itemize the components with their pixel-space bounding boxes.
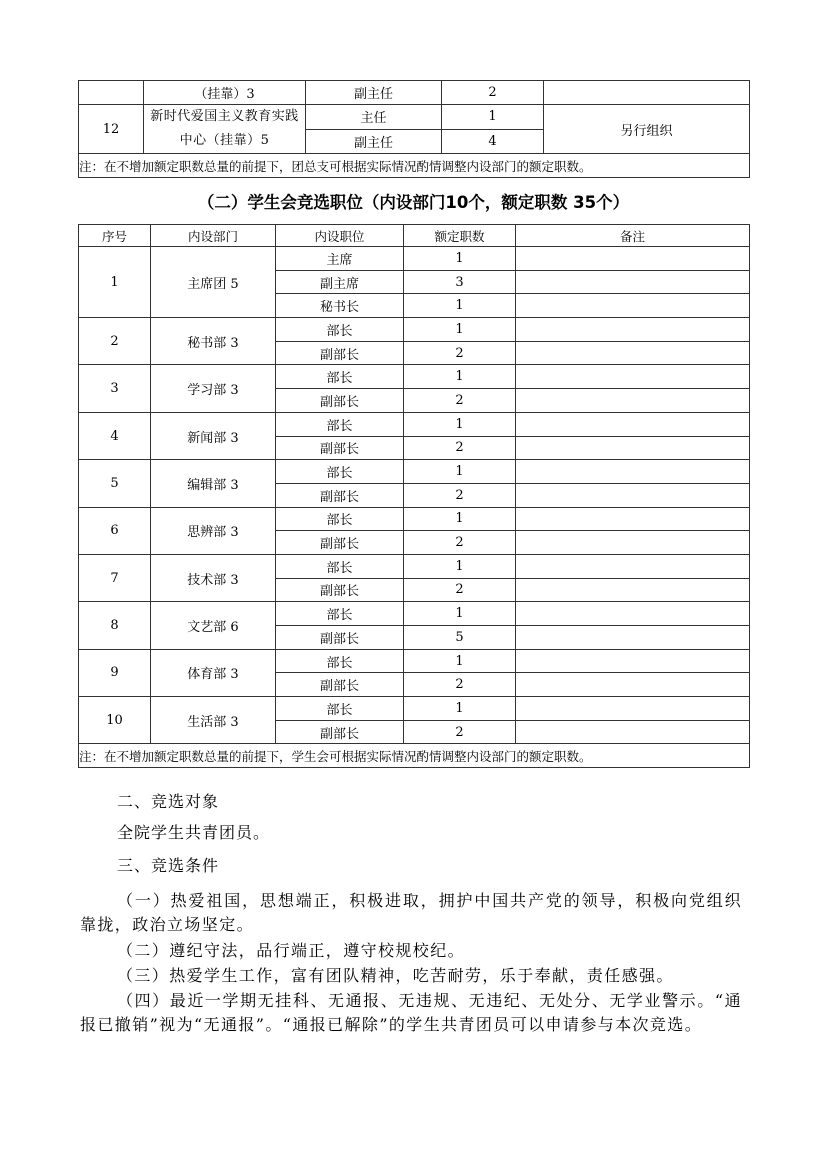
row-number: 2 [79,318,151,365]
position-cell: 副主任 [306,81,442,105]
remark-cell [516,318,750,342]
position-cell: 副部长 [276,673,404,697]
table-row [79,412,750,436]
position-cell: 部长 [276,365,404,389]
position-cell: 副部长 [276,483,404,507]
table-row [79,318,750,342]
header-cell: 内设部门 [151,225,276,247]
header-cell: 内设职位 [276,225,404,247]
table-row [79,365,750,389]
dept-cell: 思辨部 3 [151,507,276,554]
remark-cell [516,578,750,602]
position-cell: 副部长 [276,531,404,555]
count-cell: 1 [404,602,516,626]
remark-cell [516,412,750,436]
condition-item: （一）热爱祖国，思想端正，积极进取，拥护中国共产党的领导，积极向党组织靠拢，政治立场坚定。 [80,891,742,934]
position-cell: 副部长 [276,720,404,744]
count-cell: 5 [404,626,516,650]
remark-cell [516,460,750,484]
count-cell: 2 [404,483,516,507]
count-cell: 1 [404,507,516,531]
position-cell: 部长 [276,697,404,721]
position-cell: 副部长 [276,389,404,413]
count-cell: 4 [442,129,544,154]
dept-cell: 新时代爱国主义教育实践中心（挂靠）5 [144,105,306,154]
remark-cell [516,483,750,507]
dept-cell: 体育部 3 [151,649,276,696]
table-row [79,697,750,721]
remark-cell: 另行组织 [544,105,750,154]
table-row [79,649,750,673]
count-cell: 1 [404,318,516,342]
position-cell: 主任 [306,105,442,130]
remark-cell [516,389,750,413]
remark-cell [516,697,750,721]
condition-item: （四）最近一学期无挂科、无通报、无违规、无违纪、无处分、无学业警示。“通报已撤销”视为“无通报”。“通报已解除”的学生共青团员可以申请参与本次竞选。 [80,991,742,1034]
table-row [79,602,750,626]
position-cell: 部长 [276,649,404,673]
remark-cell [516,341,750,365]
table-row [79,507,750,531]
remark-cell [516,294,750,318]
header-cell: 序号 [79,225,151,247]
position-cell: 部长 [276,318,404,342]
condition-item: （三）热爱学生工作，富有团队精神，吃苦耐劳，乐于奉献，责任感强。 [117,966,674,985]
count-cell: 1 [404,365,516,389]
row-number: 1 [79,247,151,318]
count-cell: 2 [404,389,516,413]
count-cell: 2 [404,341,516,365]
count-cell: 3 [404,270,516,294]
remark-cell [516,247,750,271]
count-cell: 2 [404,673,516,697]
position-cell: 副部长 [276,578,404,602]
row-number: 3 [79,365,151,412]
student-union-position-table [78,224,750,768]
row-number: 7 [79,554,151,601]
continued-position-table [78,80,750,178]
remark-cell [516,270,750,294]
dept-cell: 编辑部 3 [151,460,276,507]
remark-cell [516,626,750,650]
position-cell: 部长 [276,507,404,531]
row-number: 4 [79,412,151,459]
dept-cell: 技术部 3 [151,554,276,601]
position-cell: 主席 [276,247,404,271]
table-row [79,247,750,271]
table-row [79,460,750,484]
count-cell: 2 [404,436,516,460]
remark-cell [516,720,750,744]
dept-cell: 主席团 5 [151,247,276,318]
position-cell: 部长 [276,460,404,484]
table-note-row [79,744,750,768]
position-cell: 副主任 [306,129,442,154]
row-number: 8 [79,602,151,649]
count-cell: 2 [404,578,516,602]
position-cell: 副部长 [276,341,404,365]
row-number: 6 [79,507,151,554]
dept-cell: 生活部 3 [151,697,276,744]
section-title: 二、竞选对象 [117,792,220,811]
count-cell: 1 [404,460,516,484]
count-cell: 2 [404,531,516,555]
dept-cell: （挂靠）3 [144,81,306,105]
position-cell: 部长 [276,554,404,578]
position-cell: 副部长 [276,626,404,650]
position-cell: 副主席 [276,270,404,294]
row-number: 10 [79,697,151,744]
dept-cell: 文艺部 6 [151,602,276,649]
remark-cell [516,531,750,555]
row-number: 5 [79,460,151,507]
row-number: 12 [79,105,144,154]
remark-cell [516,554,750,578]
row-number: 9 [79,649,151,696]
position-cell: 部长 [276,602,404,626]
table-row [79,554,750,578]
count-cell: 1 [442,105,544,130]
table-row [79,105,750,130]
table-note-row [79,154,750,178]
table-row [79,81,750,105]
position-cell: 副部长 [276,436,404,460]
table-header-row [79,225,750,247]
count-cell: 1 [404,294,516,318]
remark-cell [516,602,750,626]
remark-cell [516,436,750,460]
condition-item: （二）遵纪守法，品行端正，遵守校规校纪。 [117,941,466,960]
header-cell: 额定职数 [404,225,516,247]
count-cell: 1 [404,649,516,673]
section-title: 三、竞选条件 [117,856,220,875]
count-cell: 1 [404,412,516,436]
remark-cell [516,365,750,389]
count-cell: 2 [442,81,544,105]
dept-cell: 新闻部 3 [151,412,276,459]
table-note: 注：在不增加额定职数总量的前提下，团总支可根据实际情况酌情调整内设部门的额定职数。 [79,154,750,178]
dept-cell: 学习部 3 [151,365,276,412]
position-cell: 部长 [276,412,404,436]
count-cell: 1 [404,554,516,578]
section-heading: （二）学生会竞选职位（内设部门10个，额定职数 35个） [197,193,630,212]
table-note: 注：在不增加额定职数总量的前提下，学生会可根据实际情况酌情调整内设部门的额定职数。 [79,744,750,768]
section-body: 全院学生共青团员。 [117,823,271,842]
position-cell: 秘书长 [276,294,404,318]
remark-cell [516,649,750,673]
dept-cell: 秘书部 3 [151,318,276,365]
remark-cell [516,507,750,531]
remark-cell [516,673,750,697]
count-cell: 2 [404,720,516,744]
count-cell: 1 [404,247,516,271]
count-cell: 1 [404,697,516,721]
header-cell: 备注 [516,225,750,247]
